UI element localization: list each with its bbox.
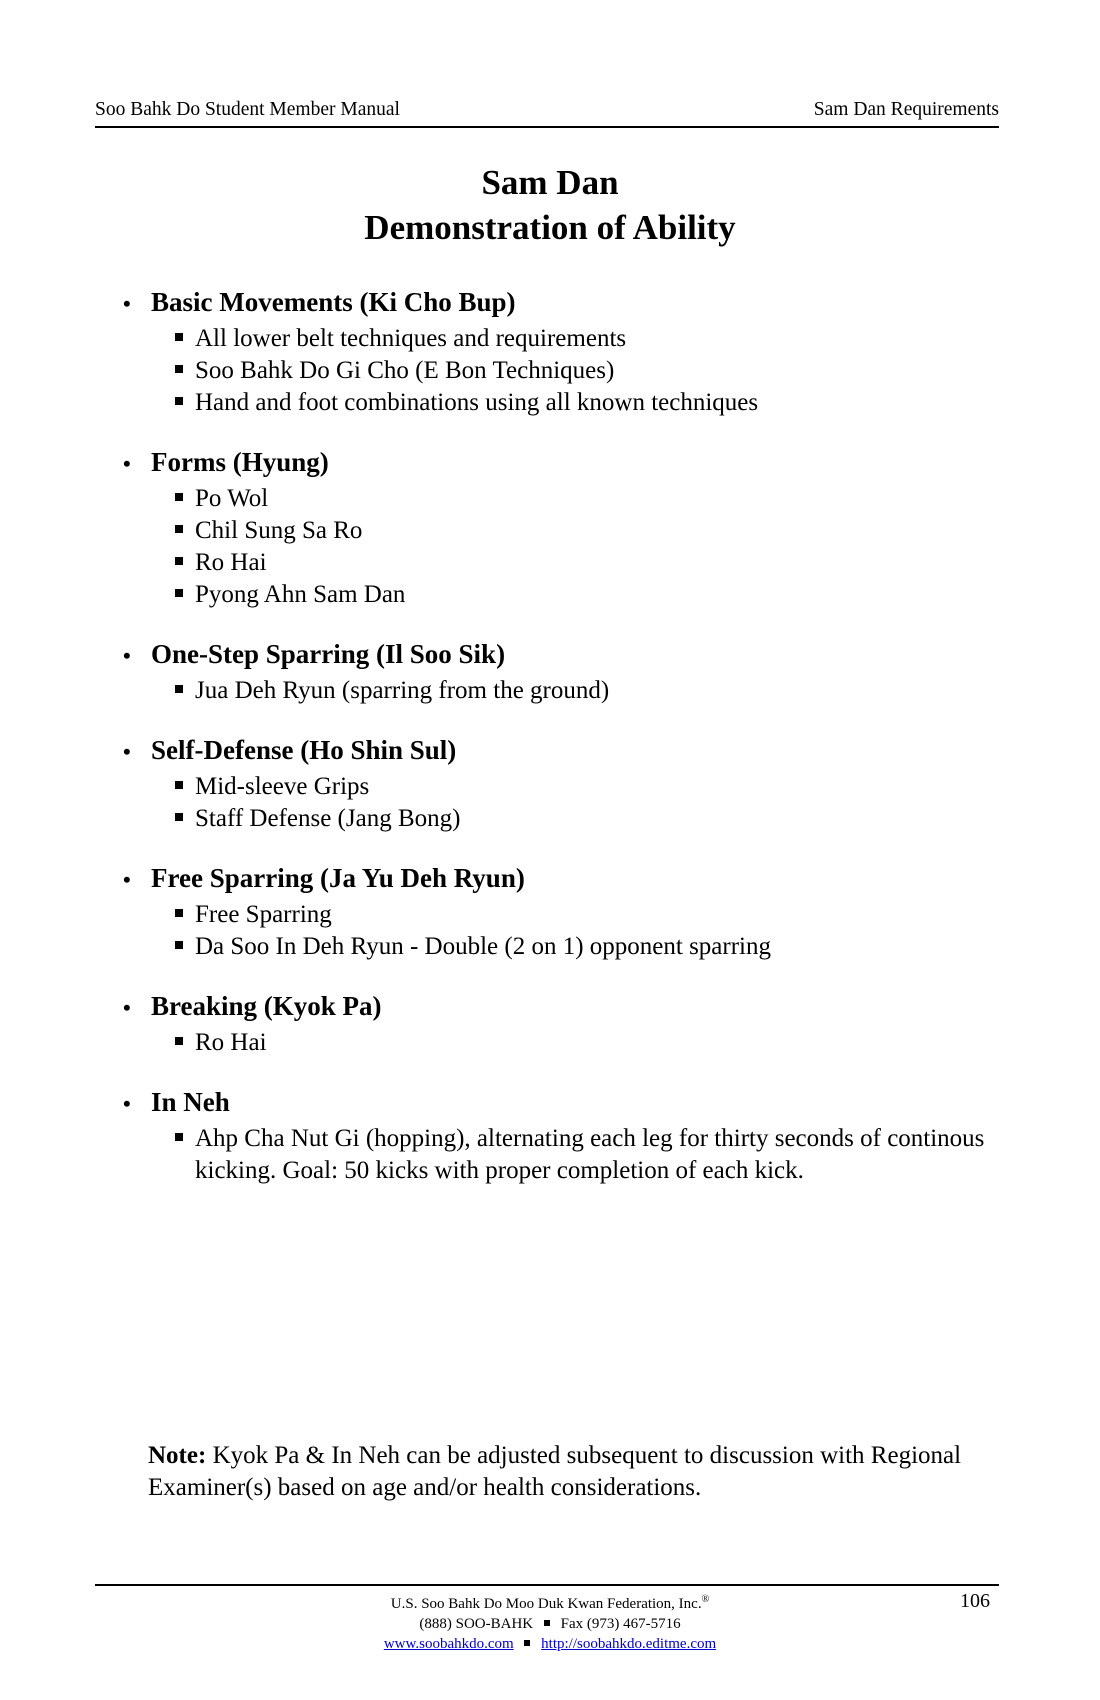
square-bullet-icon: [175, 493, 183, 501]
list-item: [175, 1123, 1003, 1187]
list-item: [175, 1027, 1003, 1059]
square-bullet-icon: [175, 589, 183, 597]
footer-phone: (888) SOO-BAHK: [419, 1616, 534, 1632]
section-heading-text: Self-Defense (Ho Shin Sul): [151, 735, 457, 765]
list-item: [175, 579, 1003, 611]
requirement-section: [123, 1083, 1003, 1187]
list-item: [175, 323, 1003, 355]
square-bullet-icon: [175, 685, 183, 693]
note-label: Note:: [148, 1442, 207, 1469]
footer-links-line: [0, 1634, 1100, 1654]
footer-link-editme[interactable]: http://soobahkdo.editme.com: [541, 1636, 717, 1652]
section-heading-text: Forms (Hyung): [151, 447, 329, 477]
footer-fax: Fax (973) 467-5716: [560, 1616, 681, 1632]
list-item-text: Ro Hai: [195, 1029, 267, 1056]
list-item: [175, 803, 1003, 835]
section-heading-text: In Neh: [151, 1087, 230, 1117]
footer-divider: [95, 1584, 999, 1586]
bullet-dot-icon: •: [123, 1091, 131, 1116]
bullet-dot-icon: •: [123, 451, 131, 476]
section-items: [123, 483, 1003, 611]
list-item-text: All lower belt techniques and requirements: [195, 325, 627, 352]
note-paragraph: [148, 1440, 968, 1504]
list-item-text: Mid-sleeve Grips: [195, 773, 370, 800]
separator-square-icon: [544, 1620, 550, 1626]
section-heading: [123, 987, 1003, 1027]
requirement-section: [123, 283, 1003, 419]
page-footer: [0, 1590, 1100, 1654]
footer-link-website[interactable]: www.soobahkdo.com: [383, 1636, 514, 1652]
list-item: [175, 483, 1003, 515]
bullet-dot-icon: •: [123, 739, 131, 764]
running-header: [95, 98, 999, 128]
list-item-text: Da Soo In Deh Ryun - Double (2 on 1) opponent sparring: [195, 933, 771, 960]
square-bullet-icon: [175, 365, 183, 373]
list-item: [175, 931, 1003, 963]
footer-org: U.S. Soo Bahk Do Moo Duk Kwan Federation, Inc.: [390, 1596, 702, 1612]
section-heading-text: Free Sparring (Ja Yu Deh Ryun): [151, 863, 525, 893]
section-items: [123, 323, 1003, 419]
title-line-1: Sam Dan: [481, 163, 619, 202]
list-item-text: Free Sparring: [195, 901, 332, 928]
section-heading: [123, 859, 1003, 899]
section-heading: [123, 635, 1003, 675]
list-item-text: Ahp Cha Nut Gi (hopping), alternating each leg for thirty seconds of continous kicking. Goal: 50 kicks with proper completion of each kick.: [195, 1125, 985, 1184]
square-bullet-icon: [175, 1037, 183, 1045]
section-items: [123, 899, 1003, 963]
square-bullet-icon: [175, 525, 183, 533]
list-item-text: Chil Sung Sa Ro: [195, 517, 363, 544]
section-heading: [123, 443, 1003, 483]
list-item: [175, 515, 1003, 547]
header-manual-title: Soo Bahk Do Student Member Manual: [95, 99, 400, 120]
square-bullet-icon: [175, 333, 183, 341]
square-bullet-icon: [175, 1133, 183, 1141]
list-item-text: Staff Defense (Jang Bong): [195, 805, 461, 832]
separator-square-icon: [524, 1640, 530, 1646]
list-item: [175, 899, 1003, 931]
section-heading: [123, 1083, 1003, 1123]
requirement-section: [123, 635, 1003, 707]
bullet-dot-icon: •: [123, 291, 131, 316]
square-bullet-icon: [175, 909, 183, 917]
footer-org-line: [0, 1590, 1100, 1614]
requirement-section: [123, 443, 1003, 611]
bullet-dot-icon: •: [123, 867, 131, 892]
note-text: Kyok Pa & In Neh can be adjusted subsequent to discussion with Regional Examiner(s) based on age and/or health considerations.: [148, 1442, 962, 1501]
section-heading: [123, 731, 1003, 771]
section-items: [123, 771, 1003, 835]
square-bullet-icon: [175, 397, 183, 405]
list-item: [175, 771, 1003, 803]
list-item-text: Soo Bahk Do Gi Cho (E Bon Techniques): [195, 357, 615, 384]
section-heading: [123, 283, 1003, 323]
list-item: [175, 675, 1003, 707]
square-bullet-icon: [175, 781, 183, 789]
square-bullet-icon: [175, 557, 183, 565]
registered-mark: ®: [701, 1594, 710, 1605]
section-items: [123, 1123, 1003, 1187]
list-item-text: Jua Deh Ryun (sparring from the ground): [195, 677, 610, 704]
list-item-text: Po Wol: [195, 485, 269, 512]
title-line-2: Demonstration of Ability: [364, 208, 736, 247]
requirement-section: [123, 859, 1003, 963]
bullet-dot-icon: •: [123, 995, 131, 1020]
section-heading-text: One-Step Sparring (Il Soo Sik): [151, 639, 506, 669]
page-title: [0, 160, 1100, 250]
section-heading-text: Basic Movements (Ki Cho Bup): [151, 287, 516, 317]
list-item: [175, 355, 1003, 387]
page-number: 106: [960, 1590, 990, 1612]
bullet-dot-icon: •: [123, 643, 131, 668]
requirements-list: [123, 283, 1003, 1211]
section-heading-text: Breaking (Kyok Pa): [151, 991, 382, 1021]
section-items: [123, 1027, 1003, 1059]
list-item-text: Ro Hai: [195, 549, 267, 576]
requirement-section: [123, 731, 1003, 835]
list-item-text: Pyong Ahn Sam Dan: [195, 581, 406, 608]
section-items: [123, 675, 1003, 707]
square-bullet-icon: [175, 813, 183, 821]
requirement-section: [123, 987, 1003, 1059]
list-item: [175, 387, 1003, 419]
header-section-title: Sam Dan Requirements: [813, 99, 999, 120]
footer-contact-line: [0, 1614, 1100, 1634]
list-item-text: Hand and foot combinations using all known techniques: [195, 389, 759, 416]
square-bullet-icon: [175, 941, 183, 949]
list-item: [175, 547, 1003, 579]
